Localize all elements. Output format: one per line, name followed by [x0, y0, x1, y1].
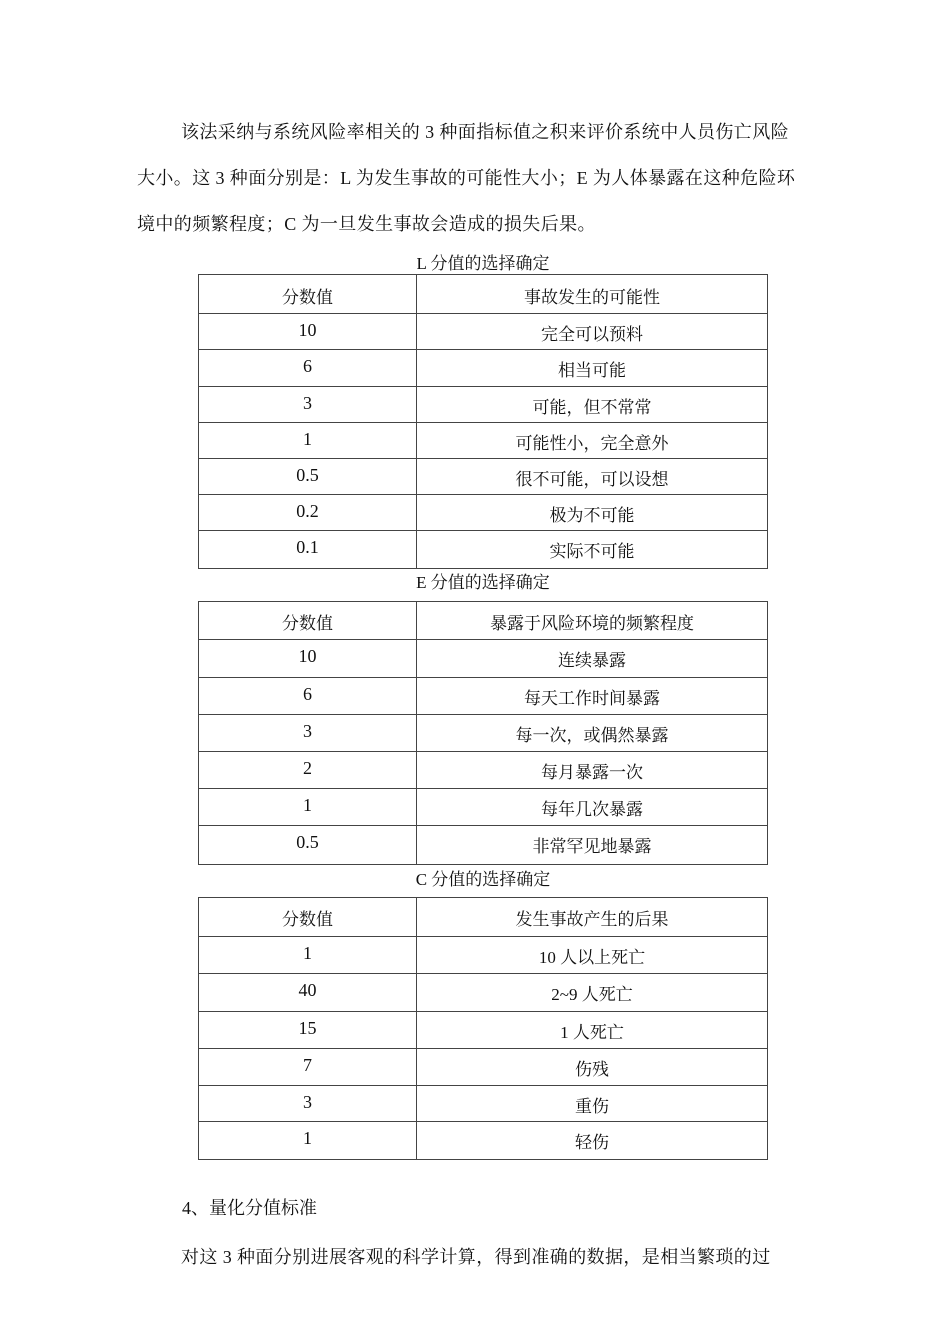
- description-cell: 很不可能，可以设想: [417, 459, 768, 495]
- table-row: [199, 789, 768, 826]
- table-row: [199, 640, 768, 678]
- table-row: [199, 423, 768, 459]
- table-row: [199, 1012, 768, 1049]
- description-cell: 重伤: [417, 1086, 768, 1122]
- description-cell: 每月暴露一次: [417, 752, 768, 789]
- table-row: [199, 715, 768, 752]
- table-header-row: [199, 898, 768, 937]
- description-cell: 连续暴露: [417, 640, 768, 678]
- score-cell: 1: [199, 423, 417, 459]
- section-heading: 4、量化分值标准: [182, 1198, 317, 1218]
- score-cell: 15: [199, 1012, 417, 1049]
- table-row: [199, 826, 768, 865]
- table-row: [199, 1049, 768, 1086]
- header-description: 发生事故产生的后果: [417, 898, 768, 937]
- score-cell: 1: [199, 937, 417, 974]
- description-cell: 可能，但不常常: [417, 387, 768, 423]
- description-cell: 每一次，或偶然暴露: [417, 715, 768, 752]
- table-c: [198, 897, 768, 1160]
- description-cell: 1 人死亡: [417, 1012, 768, 1049]
- closing-paragraph: [137, 1234, 830, 1280]
- description-cell: 轻伤: [417, 1122, 768, 1160]
- score-cell: 40: [199, 974, 417, 1012]
- table-header-row: [199, 275, 768, 314]
- description-cell: 每年几次暴露: [417, 789, 768, 826]
- table-row: [199, 459, 768, 495]
- header-score: 分数值: [199, 275, 417, 314]
- score-cell: 6: [199, 678, 417, 715]
- score-cell: 6: [199, 350, 417, 387]
- score-cell: 1: [199, 1122, 417, 1160]
- table-c-caption: C 分值的选择确定: [415, 870, 551, 889]
- description-cell: 可能性小，完全意外: [417, 423, 768, 459]
- table-row: [199, 1122, 768, 1160]
- score-cell: 2: [199, 752, 417, 789]
- intro-line-1: 该法采纳与系统风险率相关的 3 种面指标值之积来评价系统中人员伤亡风险: [181, 122, 789, 142]
- closing-line: 对这 3 种面分别进展客观的科学计算，得到准确的数据，是相当繁琐的过: [181, 1247, 771, 1267]
- table-e: [198, 601, 768, 865]
- intro-line-3: 境中的频繁程度；C 为一旦发生事故会造成的损失后果。: [137, 214, 596, 234]
- score-cell: 3: [199, 387, 417, 423]
- table-l: [198, 274, 768, 569]
- score-cell: 10: [199, 314, 417, 350]
- table-row: [199, 387, 768, 423]
- intro-paragraph: [137, 109, 830, 247]
- score-cell: 7: [199, 1049, 417, 1086]
- score-cell: 0.1: [199, 531, 417, 569]
- score-cell: 3: [199, 1086, 417, 1122]
- score-cell: 1: [199, 789, 417, 826]
- score-cell: 0.2: [199, 495, 417, 531]
- header-score: 分数值: [199, 602, 417, 640]
- description-cell: 实际不可能: [417, 531, 768, 569]
- table-row: [199, 531, 768, 569]
- score-cell: 10: [199, 640, 417, 678]
- table-row: [199, 350, 768, 387]
- description-cell: 完全可以预料: [417, 314, 768, 350]
- score-cell: 0.5: [199, 459, 417, 495]
- description-cell: 非常罕见地暴露: [417, 826, 768, 865]
- header-description: 暴露于风险环境的频繁程度: [417, 602, 768, 640]
- table-l-caption: L 分值的选择确定: [416, 254, 550, 273]
- table-row: [199, 974, 768, 1012]
- table-row: [199, 495, 768, 531]
- header-description: 事故发生的可能性: [417, 275, 768, 314]
- score-cell: 3: [199, 715, 417, 752]
- description-cell: 相当可能: [417, 350, 768, 387]
- table-row: [199, 678, 768, 715]
- score-cell: 0.5: [199, 826, 417, 865]
- table-row: [199, 752, 768, 789]
- description-cell: 10 人以上死亡: [417, 937, 768, 974]
- description-cell: 极为不可能: [417, 495, 768, 531]
- table-e-caption: E 分值的选择确定: [416, 573, 550, 592]
- table-header-row: [199, 602, 768, 640]
- table-row: [199, 1086, 768, 1122]
- table-row: [199, 314, 768, 350]
- intro-line-2: 大小。这 3 种面分别是：L 为发生事故的可能性大小；E 为人体暴露在这种危险环: [137, 168, 796, 188]
- description-cell: 2~9 人死亡: [417, 974, 768, 1012]
- header-score: 分数值: [199, 898, 417, 937]
- table-row: [199, 937, 768, 974]
- description-cell: 伤残: [417, 1049, 768, 1086]
- description-cell: 每天工作时间暴露: [417, 678, 768, 715]
